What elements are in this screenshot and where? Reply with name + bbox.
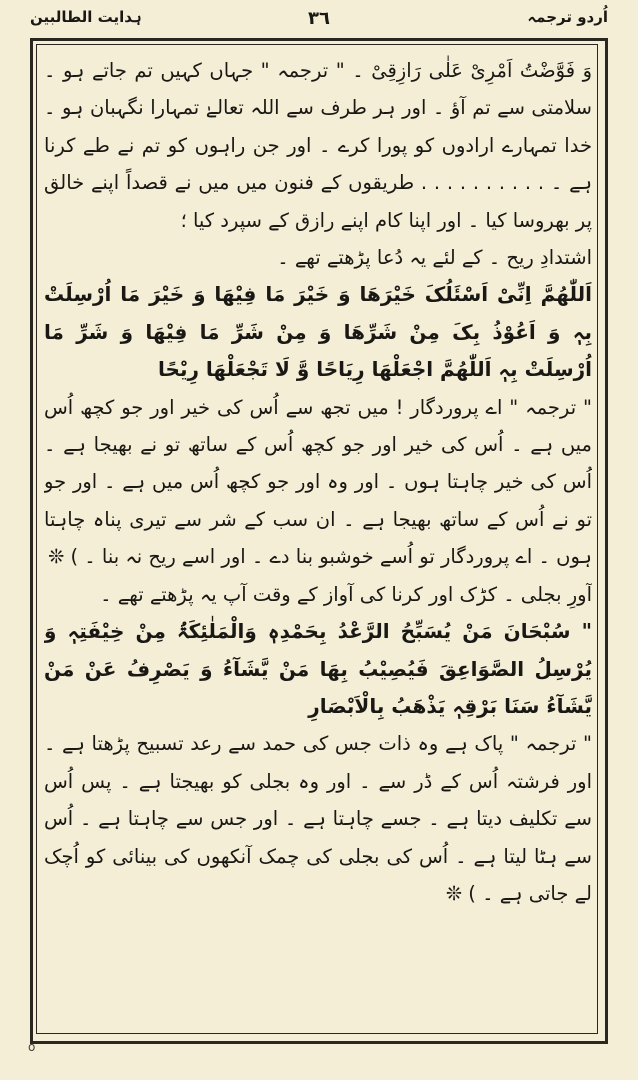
paragraph-wind-heading: اشتدادِ ریح ۔ کے لئے یہ دُعا پڑھتے تھے ۔ bbox=[277, 246, 592, 270]
header-section-title: اُردو ترجمہ bbox=[527, 8, 608, 26]
paragraph-thunder-heading: آورِ بجلی ۔ کڑک اور کرنا کی آواز کے وقت آپ یہ پڑھتے تھے ۔ bbox=[100, 582, 592, 606]
header-book-title: ہدایت الطالبین bbox=[30, 8, 142, 26]
page-number: ٣٦ bbox=[308, 8, 330, 29]
arabic-thunder-prayer: " سُبْحَانَ مَنْ یُسَبِّحُ الرَّعْدُ بِحَمْدِہٖ وَالْمَلٰئِکَۃُ مِنْ خِیْفَتِہٖ وَ یُرْسِلُ الصَّوَاعِقَ فَیُصِیْبُ بِھَا مَنْ یَّشَآءُ وَ یَصْرِفُ عَنْ مَنْ یَّشَآءُ سَنَا بَرْقِہٖ یَذْھَبُ بِالْاَبْصَارِ bbox=[44, 619, 592, 718]
paragraph-wind-translation: " ترجمہ " اے پروردگار ! میں تجھ سے اُس کی خیر اور جو کچھ اُس میں ہے ۔ اُس کی خیر اور جو کچھ اُس کے ساتھ تو نے بھیجا ہے ۔ اُس کی خیر چاہتا ہوں ۔ اور وہ اور جو کچھ اُس میں ہے ۔ اور جو تو نے اُس کے ساتھ بھیجا ہے ۔ ان سب کے شر سے تیری پناہ چاہتا ہوں ۔ اے پروردگار تو اُسے خوشبو بنا دے ۔ اور اسے ریح نہ بنا ۔ ) ❊ bbox=[44, 395, 592, 569]
page-text bbox=[44, 52, 592, 1022]
page-header bbox=[22, 4, 616, 34]
paragraph-thunder-translation: " ترجمہ " پاک ہے وہ ذات جس کی حمد سے رعد تسبیح پڑھتا ہے ۔ اور فرشتہ اُس کے ڈر سے ۔ اور وہ بجلی کو بھیجتا ہے ۔ پس اُس سے تکلیف دیتا ہے ۔ جسے چاہتا ہے ۔ اور جس سے چاہتا ہے ۔ اُس سے ہٹا لیتا ہے ۔ اُس کی بجلی کی چمک آنکھوں کی بینائی کو اُچک لے جاتی ہے ۔ ) ❊ bbox=[44, 732, 592, 905]
arabic-wind-prayer: اَللّٰھُمَّ اِنِّیْ اَسْئَلُکَ خَیْرَھَا وَ خَیْرَ مَا فِیْھَا وَ خَیْرَ مَا اُرْسِلَتْ بِہٖ وَ اَعُوْذُ بِکَ مِنْ شَرِّھَا وَ مِنْ شَرِّ مَا فِیْھَا وَ شَرِّ مَا اُرْسِلَتْ بِہٖ اَللّٰھُمَّ اجْعَلْھَا رِیَاحًا وَّ لَا تَجْعَلْھَا رِیْحًا bbox=[44, 282, 592, 382]
page-corner-mark: o bbox=[28, 1040, 36, 1054]
paragraph-travel-blessing: وَ فَوَّضْتُ اَمْرِیْ عَلٰی رَازِقِیْ ۔ " ترجمہ " جہاں کہیں تم جاتے ہو ۔ سلامتی سے تم آؤ ۔ اور ہر طرف سے اللہ تعالےٰ تمہارا نگہبان ہو ۔ خدا تمہارے ارادوں کو پورا کرے ۔ اور جن راہوں کو تم نے طے کرنا ہے ۔ . . . . . . . . . . طریقوں کے فنون میں میں نے قصداً اپنے خالق پر بھروسا کیا ۔ اور اپنا کام اپنے رازق کے سپرد کیا ؛ bbox=[44, 59, 592, 232]
